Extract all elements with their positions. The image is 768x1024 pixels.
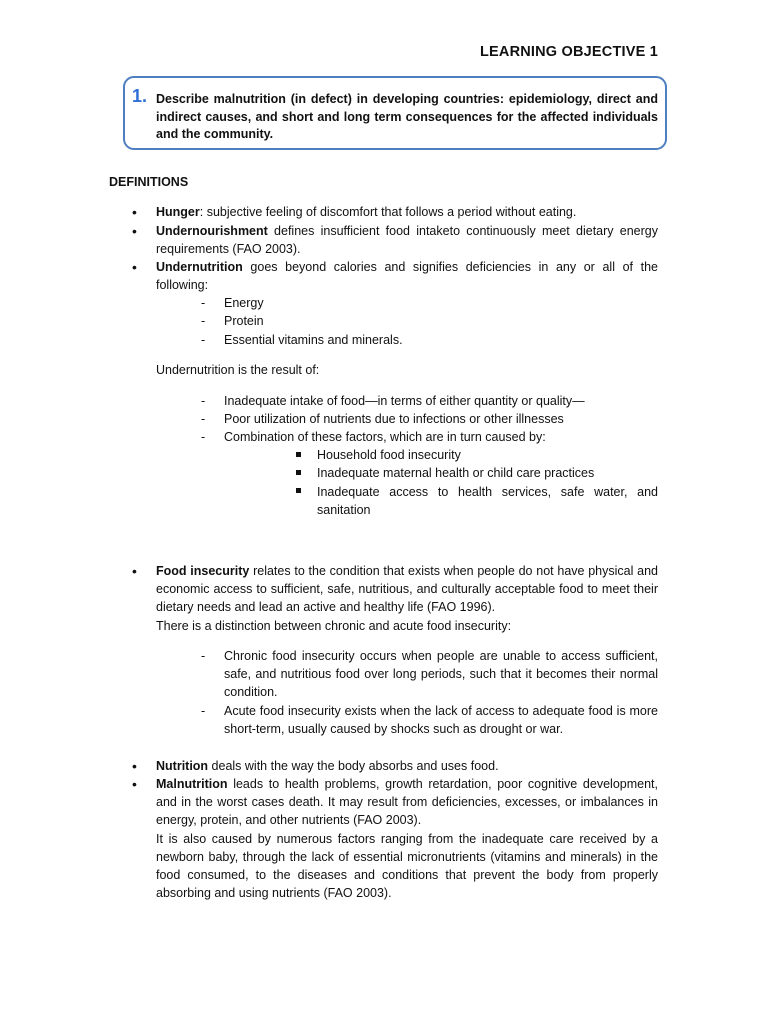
result-label: Undernutrition is the result of: (156, 363, 320, 377)
dash-icon: - (201, 430, 206, 444)
undernutrition-definition (156, 258, 658, 294)
square-bullet-icon (296, 470, 301, 475)
malnutrition-causes-text: It is also caused by numerous factors ranging from the inadequate care received by a newborn baby, through the lack of essential micronutrients (vitamins and minerals) in the food consumed, to the diseases and conditions that prevent the body from properly absorbing and using nutrients (FAO 2003). (156, 832, 658, 900)
bullet-icon: • (132, 776, 137, 792)
chronic-definition: Chronic food insecurity occurs when people are unable to access sufficient, safe, and nutritious food over long periods, such that it becomes their normal condition. (224, 649, 658, 699)
bullet-icon: • (132, 758, 137, 774)
dash-icon: - (201, 333, 206, 347)
objective-number: 1. (132, 86, 148, 106)
food-insecurity-definition (156, 562, 658, 616)
term: Nutrition (156, 759, 209, 773)
list-item: Inadequate access to health services, safe water, and sanitation (317, 485, 658, 517)
dash-icon: - (201, 704, 206, 718)
dash-icon: - (201, 412, 206, 426)
definition-text: leads to health problems, growth retardation, poor cognitive development, and in the worst cases death. It may result from deficiencies, excesses, or imbalances in energy, protein, and other nutrients (FAO 2003). (156, 777, 658, 827)
bullet-icon: • (132, 223, 137, 239)
bullet-icon: • (132, 563, 137, 579)
dash-icon: - (201, 649, 206, 663)
square-bullet-icon (296, 452, 301, 457)
bullet-icon: • (132, 259, 137, 275)
list-item: Poor utilization of nutrients due to infections or other illnesses (224, 412, 564, 426)
nutrition-definition (156, 757, 658, 775)
term: Undernourishment (156, 224, 268, 238)
square-bullet-icon (296, 488, 301, 493)
malnutrition-definition (156, 775, 658, 829)
term: Food insecurity (156, 564, 250, 578)
list-item: Combination of these factors, which are in turn caused by: (224, 430, 546, 444)
page-title: LEARNING OBJECTIVE 1 (479, 44, 658, 60)
list-item: Essential vitamins and minerals. (224, 333, 403, 347)
term: Malnutrition (156, 777, 228, 791)
section-heading: DEFINITIONS (109, 175, 189, 189)
dash-icon: - (201, 314, 206, 328)
distinction-text: There is a distinction between chronic and acute food insecurity: (156, 619, 512, 633)
definition-text: goes beyond calories and signifies deficiencies in any or all of the following: (156, 260, 658, 292)
dash-icon: - (201, 296, 206, 310)
list-item: Energy (224, 296, 264, 310)
term: Undernutrition (156, 260, 243, 274)
dash-icon: - (201, 394, 206, 408)
definition-text: relates to the condition that exists when people do not have physical and economic access to sufficient, safe, nutritious, and culturally acceptable food to meet their dietary needs and lead an active and healthy life (FAO 1996). (156, 564, 658, 614)
definition-text: deals with the way the body absorbs and uses food. (208, 759, 499, 773)
undernourishment-definition (156, 222, 658, 258)
objective-text: Describe malnutrition (in defect) in developing countries: epidemiology, direct and indirect causes, and short and long term consequences for the affected individuals and the community. (156, 92, 658, 141)
list-item: Protein (224, 314, 264, 328)
list-item: Inadequate maternal health or child care practices (317, 466, 595, 480)
definition-text: : subjective feeling of discomfort that follows a period without eating. (199, 205, 577, 219)
term: Hunger (156, 205, 200, 219)
acute-definition: Acute food insecurity exists when the lack of access to adequate food is more short-term, usually caused by shocks such as drought or war. (224, 704, 658, 736)
list-item: Household food insecurity (317, 448, 461, 462)
hunger-definition (156, 203, 658, 221)
bullet-icon: • (132, 204, 137, 220)
list-item: Inadequate intake of food—in terms of either quantity or quality— (224, 394, 585, 408)
definition-text: defines insufficient food intaketo continuously meet dietary energy requirements (FAO 2003). (156, 224, 658, 256)
